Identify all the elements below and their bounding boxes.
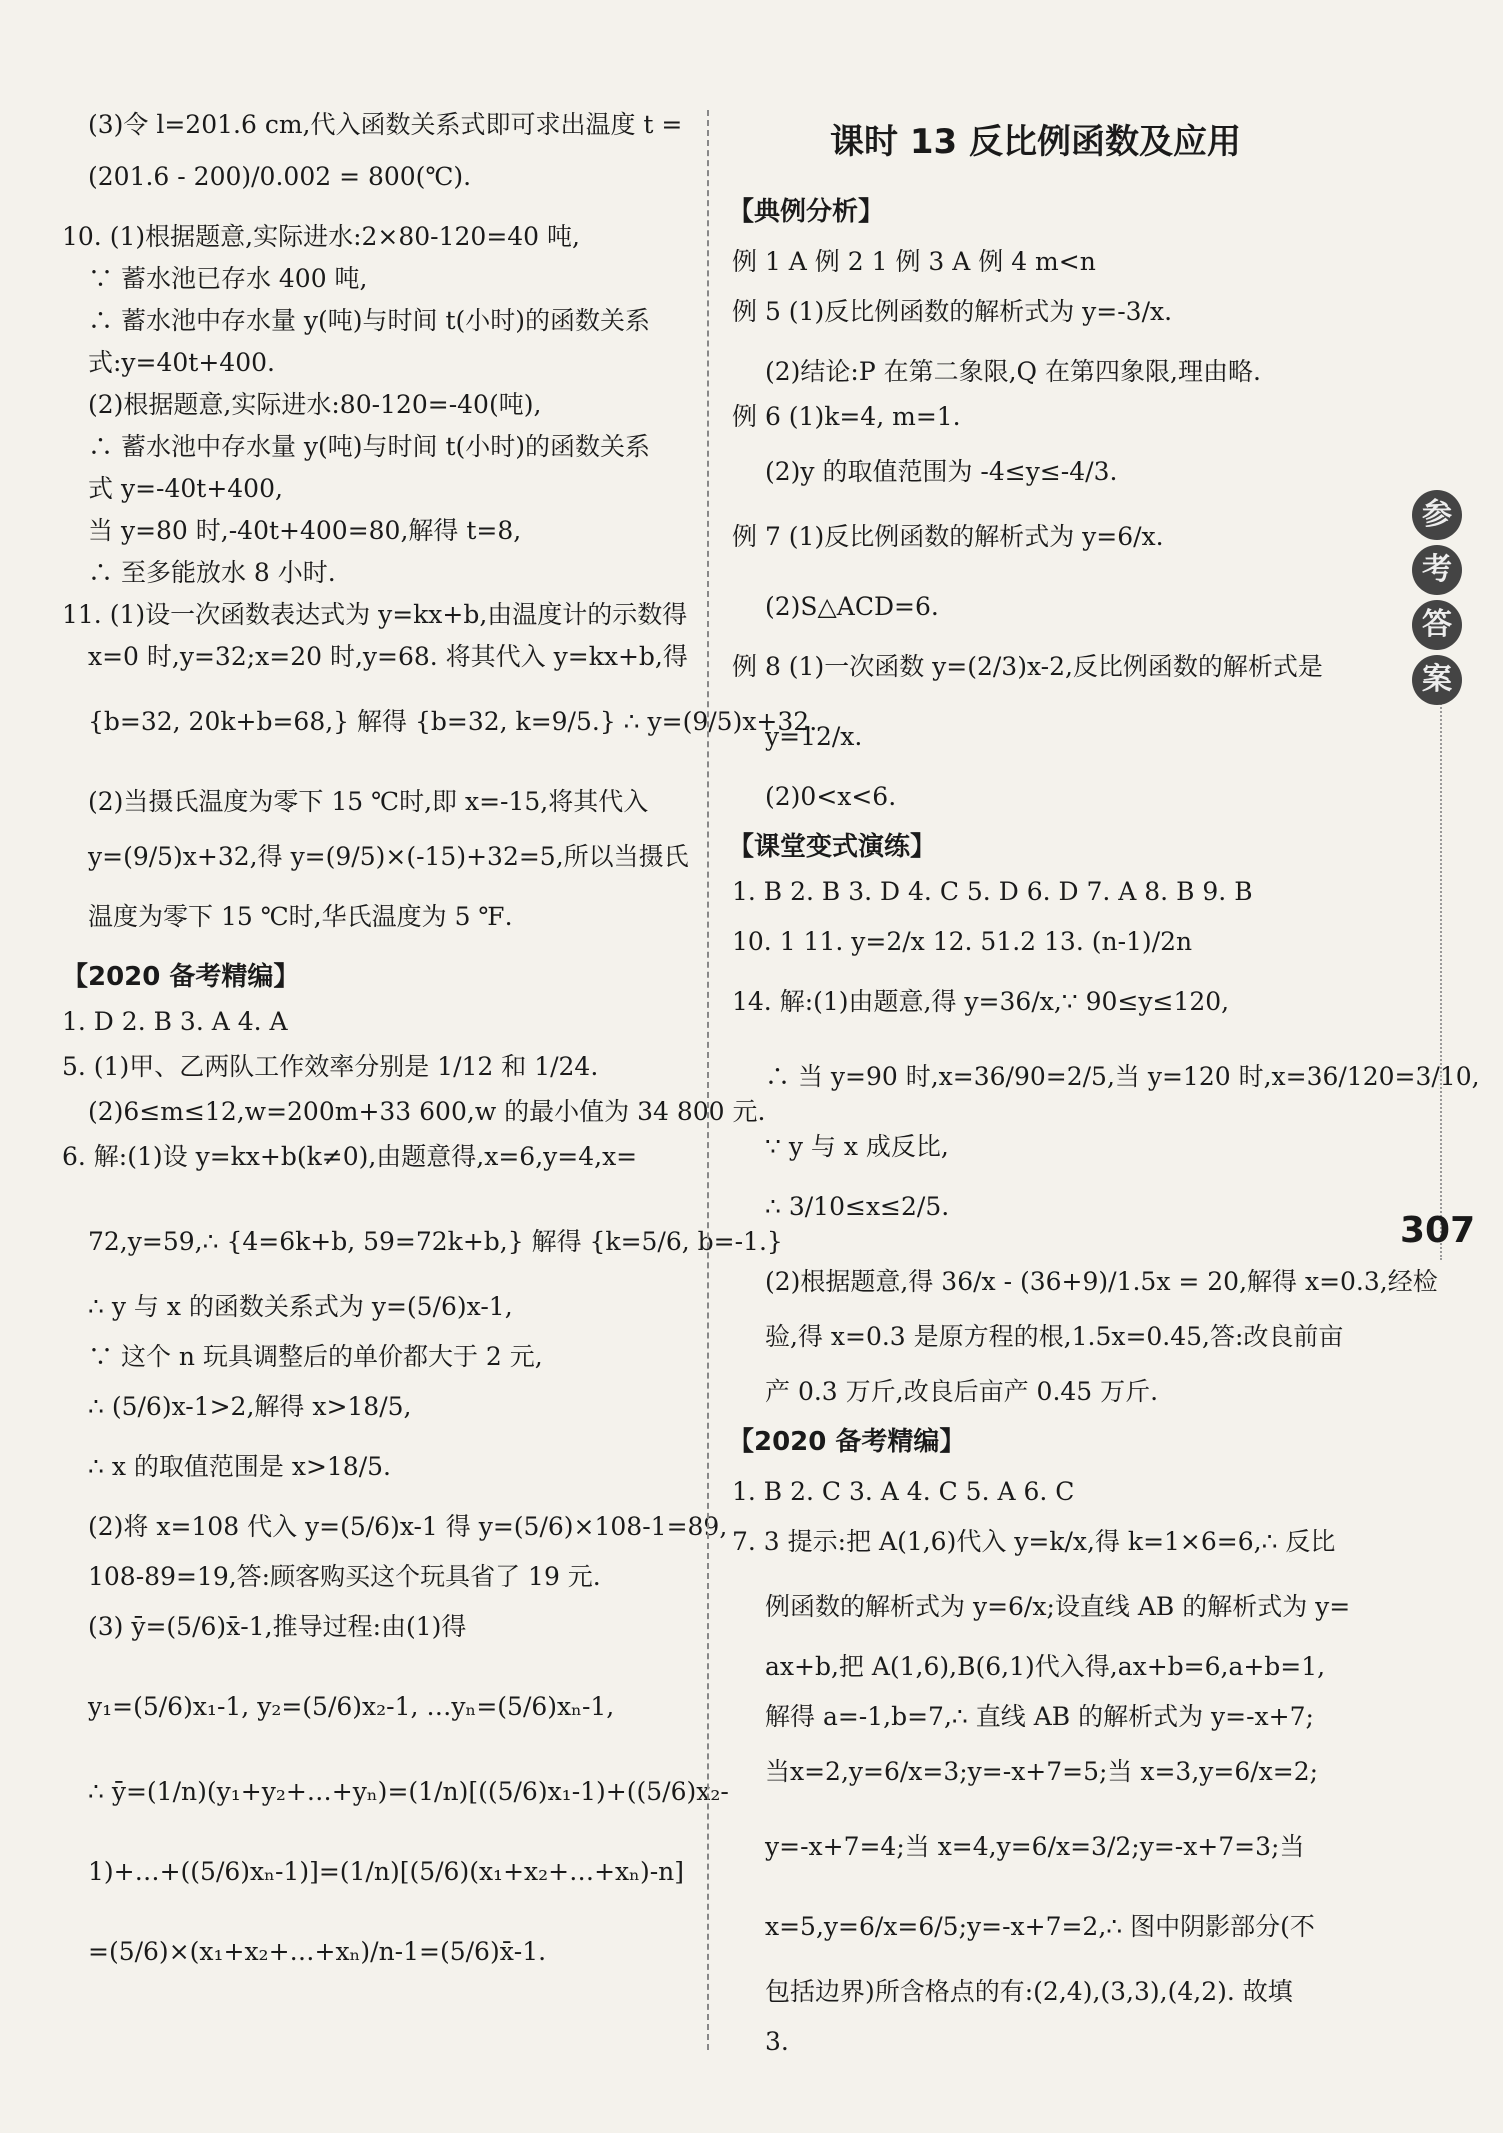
right-line: 产 0.3 万斤,改良后亩产 0.45 万斤. [765, 1377, 1159, 1406]
left-line: 式:y=40t+400. [88, 348, 275, 377]
page-number: 307 [1400, 1210, 1476, 1251]
right-line: (2)y 的取值范围为 -4≤y≤-4/3. [765, 457, 1118, 486]
right-line: (2)S△ACD=6. [765, 592, 939, 621]
side-tab-char: 参 [1412, 490, 1462, 540]
right-line: ∴ 3/10≤x≤2/5. [765, 1192, 950, 1221]
left-line: (3)令 l=201.6 cm,代入函数关系式即可求出温度 t = [88, 110, 683, 139]
right-line: ∴ 当 y=90 时,x=36/90=2/5,当 y=120 时,x=36/120=3/10, [765, 1062, 1480, 1091]
right-line: 例 6 (1)k=4, m=1. [732, 402, 961, 431]
right-line: 例 7 (1)反比例函数的解析式为 y=6/x. [732, 522, 1164, 551]
left-line: 温度为零下 15 ℃时,华氏温度为 5 ℉. [88, 902, 513, 931]
left-line: ∴ 至多能放水 8 小时. [88, 558, 336, 587]
left-line: {b=32, 20k+b=68,} 解得 {b=32, k=9/5.} ∴ y=(9/5)x+32. [88, 707, 818, 736]
right-line: 10. 1 11. y=2/x 12. 51.2 13. (n-1)/2n [732, 927, 1193, 956]
left-line: ∴ ȳ=(1/n)(y₁+y₂+…+yₙ)=(1/n)[((5/6)x₁-1)+((5/6)x₂- [88, 1777, 729, 1806]
left-line: =(5/6)×(x₁+x₂+…+xₙ)/n-1=(5/6)x̄-1. [88, 1937, 547, 1966]
left-line: ∵ 蓄水池已存水 400 吨, [88, 264, 368, 293]
left-line: (201.6 - 200)/0.002 = 800(℃). [88, 162, 472, 191]
left-line: (2)6≤m≤12,w=200m+33 600,w 的最小值为 34 800 元. [88, 1097, 766, 1126]
side-dotted-line [1440, 700, 1442, 1260]
left-line: (2)当摄氏温度为零下 15 ℃时,即 x=-15,将其代入 [88, 787, 649, 816]
right-line: (2)结论:P 在第二象限,Q 在第四象限,理由略. [765, 357, 1261, 386]
right-line: 解得 a=-1,b=7,∴ 直线 AB 的解析式为 y=-x+7; [765, 1702, 1314, 1731]
right-line: (2)0<x<6. [765, 782, 897, 811]
left-line: (2)将 x=108 代入 y=(5/6)x-1 得 y=(5/6)×108-1=89, [88, 1512, 728, 1541]
right-line: ∵ y 与 x 成反比, [765, 1132, 949, 1161]
right-line: 【课堂变式演练】 [728, 832, 937, 862]
left-line: ∴ 蓄水池中存水量 y(吨)与时间 t(小时)的函数关系 [88, 306, 651, 335]
right-line: 14. 解:(1)由题意,得 y=36/x,∵ 90≤y≤120, [732, 987, 1230, 1016]
right-line: ax+b,把 A(1,6),B(6,1)代入得,ax+b=6,a+b=1, [765, 1652, 1326, 1681]
left-line: ∴ y 与 x 的函数关系式为 y=(5/6)x-1, [88, 1292, 513, 1321]
side-tab-char: 答 [1412, 600, 1462, 650]
left-line: 1. D 2. B 3. A 4. A [62, 1007, 288, 1036]
left-line: x=0 时,y=32;x=20 时,y=68. 将其代入 y=kx+b,得 [88, 642, 688, 671]
right-line: 3. [765, 2027, 789, 2056]
right-line: 例 1 A 例 2 1 例 3 A 例 4 m<n [732, 247, 1096, 276]
left-line: ∴ 蓄水池中存水量 y(吨)与时间 t(小时)的函数关系 [88, 432, 651, 461]
side-tab-char: 考 [1412, 545, 1462, 595]
right-line: 【典例分析】 [728, 197, 885, 227]
left-line: ∴ x 的取值范围是 x>18/5. [88, 1452, 391, 1481]
right-line: 课时 13 反比例函数及应用 [830, 122, 1241, 162]
left-line: 11. (1)设一次函数表达式为 y=kx+b,由温度计的示数得 [62, 600, 688, 629]
left-line: 式 y=-40t+400, [88, 474, 283, 503]
right-line: 1. B 2. C 3. A 4. C 5. A 6. C [732, 1477, 1075, 1506]
left-line: y=(9/5)x+32,得 y=(9/5)×(-15)+32=5,所以当摄氏 [88, 842, 689, 871]
right-line: y=-x+7=4;当 x=4,y=6/x=3/2;y=-x+7=3;当 [765, 1832, 1305, 1861]
right-line: x=5,y=6/x=6/5;y=-x+7=2,∴ 图中阴影部分(不 [765, 1912, 1315, 1941]
left-line: ∵ 这个 n 玩具调整后的单价都大于 2 元, [88, 1342, 543, 1371]
right-line: 例 5 (1)反比例函数的解析式为 y=-3/x. [732, 297, 1173, 326]
right-line: 验,得 x=0.3 是原方程的根,1.5x=0.45,答:改良前亩 [765, 1322, 1344, 1351]
left-line: y₁=(5/6)x₁-1, y₂=(5/6)x₂-1, …yₙ=(5/6)xₙ-1, [88, 1692, 615, 1721]
right-line: (2)根据题意,得 36/x - (36+9)/1.5x = 20,解得 x=0.3,经检 [765, 1267, 1438, 1296]
left-line: (2)根据题意,实际进水:80-120=-40(吨), [88, 390, 542, 419]
left-line: 10. (1)根据题意,实际进水:2×80-120=40 吨, [62, 222, 580, 251]
column-divider [707, 110, 709, 2050]
side-tab-char: 案 [1412, 655, 1462, 705]
right-line: 例 8 (1)一次函数 y=(2/3)x-2,反比例函数的解析式是 [732, 652, 1323, 681]
left-line: 6. 解:(1)设 y=kx+b(k≠0),由题意得,x=6,y=4,x= [62, 1142, 638, 1171]
right-line: 【2020 备考精编】 [728, 1427, 966, 1457]
right-line: 7. 3 提示:把 A(1,6)代入 y=k/x,得 k=1×6=6,∴ 反比 [732, 1527, 1336, 1556]
left-line: 72,y=59,∴ {4=6k+b, 59=72k+b,} 解得 {k=5/6, b=-1.} [88, 1227, 783, 1256]
right-line: 例函数的解析式为 y=6/x;设直线 AB 的解析式为 y= [765, 1592, 1351, 1621]
right-line: 1. B 2. B 3. D 4. C 5. D 6. D 7. A 8. B 9. B [732, 877, 1253, 906]
right-line: 当x=2,y=6/x=3;y=-x+7=5;当 x=3,y=6/x=2; [765, 1757, 1319, 1786]
left-line: 108-89=19,答:顾客购买这个玩具省了 19 元. [88, 1562, 601, 1591]
left-line: 1)+…+((5/6)xₙ-1)]=(1/n)[(5/6)(x₁+x₂+…+xₙ)-n] [88, 1857, 685, 1886]
left-line: ∴ (5/6)x-1>2,解得 x>18/5, [88, 1392, 412, 1421]
left-line: 当 y=80 时,-40t+400=80,解得 t=8, [88, 516, 522, 545]
right-line: y=12/x. [765, 722, 863, 751]
left-line: 5. (1)甲、乙两队工作效率分别是 1/12 和 1/24. [62, 1052, 599, 1081]
left-line: (3) ȳ=(5/6)x̄-1,推导过程:由(1)得 [88, 1612, 467, 1641]
right-line: 包括边界)所含格点的有:(2,4),(3,3),(4,2). 故填 [765, 1977, 1293, 2006]
left-line: 【2020 备考精编】 [62, 962, 300, 992]
